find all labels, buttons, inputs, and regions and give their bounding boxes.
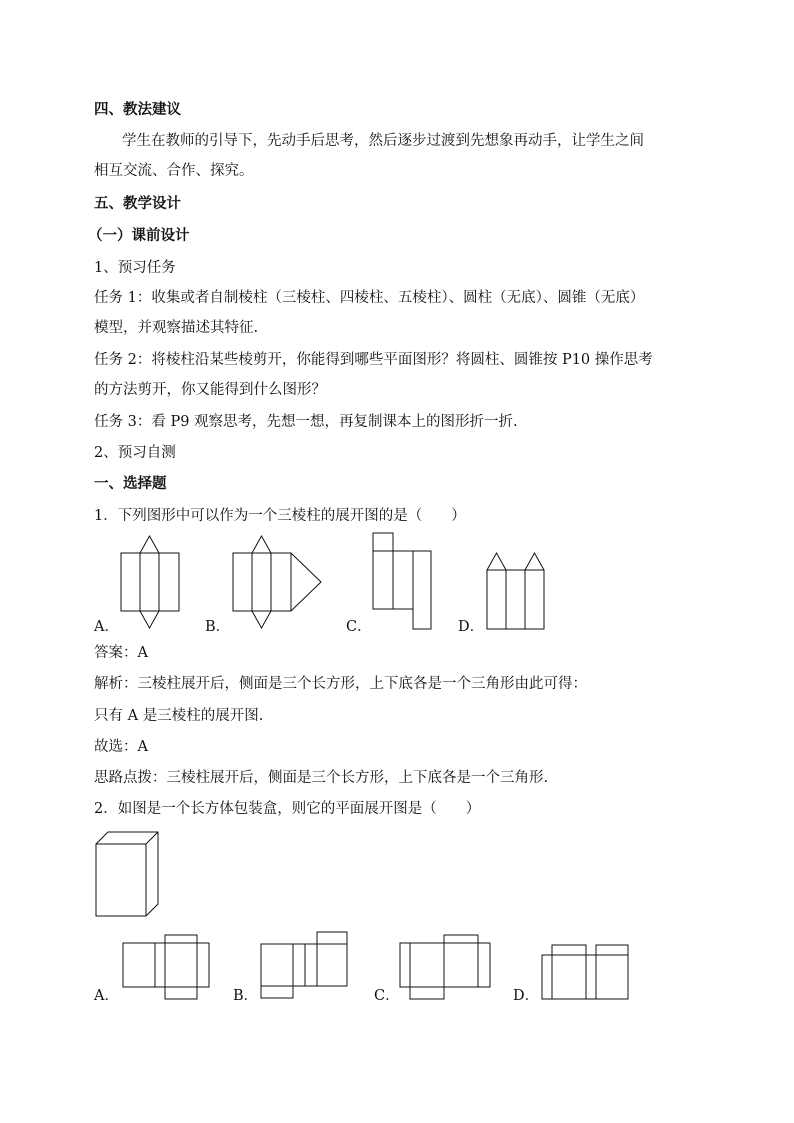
- task-3: 任务 3：看 P9 观察思考，先想一想，再复制课本上的图形折一折.: [94, 414, 518, 430]
- q1-option-c-label: C．: [346, 619, 372, 635]
- q1-option-d-figure: [484, 549, 548, 633]
- section-4-paragraph-line-1: 学生在教师的引导下，先动手后思考，然后逐步过渡到先想象再动手，让学生之间: [122, 133, 644, 149]
- q2-option-a-label: A．: [94, 988, 119, 1004]
- subsection-1-title: （一）课前设计: [88, 227, 190, 244]
- q1-choose: 故选：A: [94, 739, 148, 755]
- task-1-line-1: 任务 1：收集或者自制棱柱（三棱柱、四棱柱、五棱柱）、圆柱（无底）、圆锥（无底）: [94, 290, 645, 306]
- section-4-paragraph-line-2: 相互交流、合作、探究。: [94, 163, 254, 179]
- q1-option-b-label: B．: [205, 619, 231, 635]
- section-4-title: 四、教法建议: [94, 101, 181, 118]
- q1-analysis-line-2: 只有 A 是三棱柱的展开图.: [94, 708, 264, 724]
- question-1: 1．下列图形中可以作为一个三棱柱的展开图的是（ ）: [94, 508, 466, 524]
- q2-option-a-figure: [121, 933, 211, 1001]
- task-1-line-2: 模型，并观察描述其特征.: [94, 320, 259, 336]
- self-test-title: 2、预习自测: [94, 445, 176, 461]
- question-2: 2．如图是一个长方体包装盒，则它的平面展开图是（ ）: [94, 801, 481, 817]
- q2-option-b-label: B．: [233, 988, 259, 1004]
- task-2-line-1: 任务 2：将棱柱沿某些棱剪开，你能得到哪些平面图形？将圆柱、圆锥按 P10 操作思考: [94, 352, 653, 368]
- q2-option-c-figure: [398, 933, 492, 1001]
- q1-answer: 答案：A: [94, 645, 148, 661]
- q1-option-b-figure: [231, 533, 327, 631]
- q2-option-d-label: D．: [513, 988, 540, 1004]
- q2-option-b-figure: [259, 930, 349, 1000]
- q2-option-c-label: C．: [374, 988, 400, 1004]
- q1-option-c-figure: [371, 531, 435, 633]
- q1-hint: 思路点拨：三棱柱展开后，侧面是三个长方形，上下底各是一个三角形.: [94, 770, 549, 786]
- section-5-title: 五、教学设计: [94, 195, 181, 212]
- task-2-line-2: 的方法剪开，你又能得到什么图形？: [94, 382, 326, 398]
- q1-option-a-figure: [118, 533, 184, 631]
- choice-section-title: 一、选择题: [94, 475, 167, 492]
- q1-option-d-label: D．: [458, 619, 485, 635]
- q1-option-a-label: A．: [94, 619, 119, 635]
- q1-analysis-line-1: 解析：三棱柱展开后，侧面是三个长方形，上下底各是一个三角形由此可得：: [94, 676, 587, 692]
- cuboid-box-figure: [94, 830, 160, 920]
- q2-option-d-figure: [540, 943, 630, 1001]
- preview-tasks-title: 1、预习任务: [94, 260, 176, 276]
